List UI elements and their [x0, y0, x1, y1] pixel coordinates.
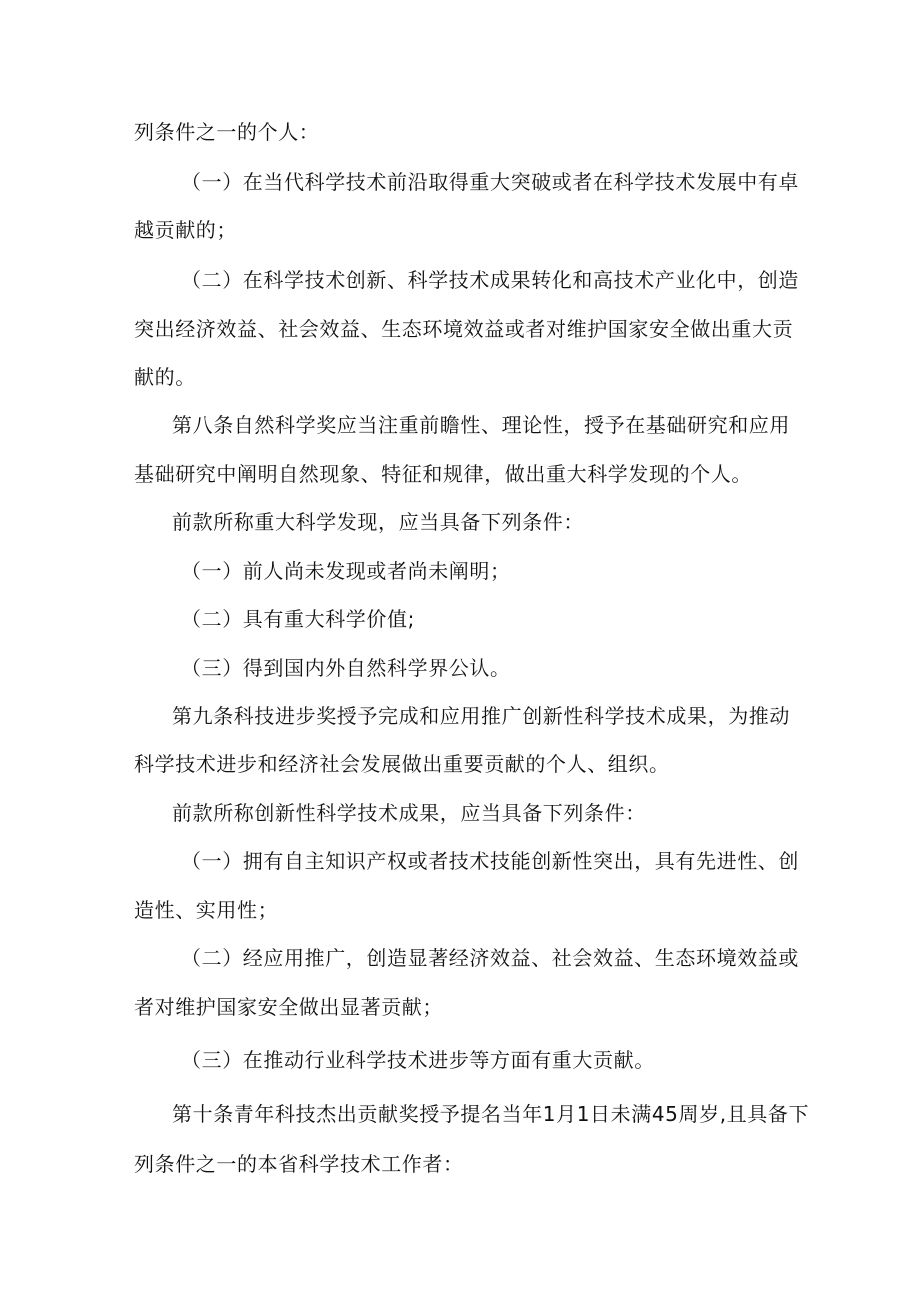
text-line: （三）在推动行业科学技术进步等方面有重大贡献。 — [181, 1048, 655, 1072]
text-line: 基础研究中阐明自然现象、特征和规律，做出重大科学发现的个人。 — [134, 462, 752, 486]
text-line: 越贡献的； — [134, 218, 237, 242]
text-line: 造性、实用性； — [134, 898, 279, 922]
text-line: 者对维护国家安全做出显著贡献； — [134, 995, 443, 1019]
text-line: 列条件之一的个人： — [134, 120, 320, 144]
text-line: 前款所称创新性科学技术成果，应当具备下列条件： — [172, 801, 646, 825]
text-line: 第九条科技进步奖授予完成和应用推广创新性科学技术成果，为推动 — [172, 704, 790, 728]
text-line: （一）在当代科学技术前沿取得重大突破或者在科学技术发展中有卓 — [181, 170, 799, 194]
text-line: 前款所称重大科学发现，应当具备下列条件： — [172, 510, 584, 534]
text-line: 献的。 — [134, 365, 196, 389]
text-line: 列条件之一的本省科学技术工作者： — [134, 1152, 464, 1176]
text-line: （二）在科学技术创新、科学技术成果转化和高技术产业化中，创造 — [181, 268, 799, 292]
text-line: 第十条青年科技杰出贡献奖授予提名当年1月1日未满45周岁,且具备下 — [172, 1102, 810, 1126]
text-line: 科学技术进步和经济社会发展做出重要贡献的个人、组织。 — [134, 752, 670, 776]
text-line: （三）得到国内外自然科学界公认。 — [181, 656, 511, 680]
text-line: （一）前人尚未发现或者尚未阐明； — [181, 559, 511, 583]
text-line: （一）拥有自主知识产权或者技术技能创新性突出，具有先进性、创 — [181, 849, 799, 873]
text-line: （二）具有重大科学价值; — [181, 607, 415, 631]
text-line: 突出经济效益、社会效益、生态环境效益或者对维护国家安全做出重大贡 — [134, 317, 794, 341]
text-line: （二）经应用推广，创造显著经济效益、社会效益、生态环境效益或 — [181, 946, 799, 970]
text-line: 第八条自然科学奖应当注重前瞻性、理论性，授予在基础研究和应用 — [172, 413, 790, 437]
